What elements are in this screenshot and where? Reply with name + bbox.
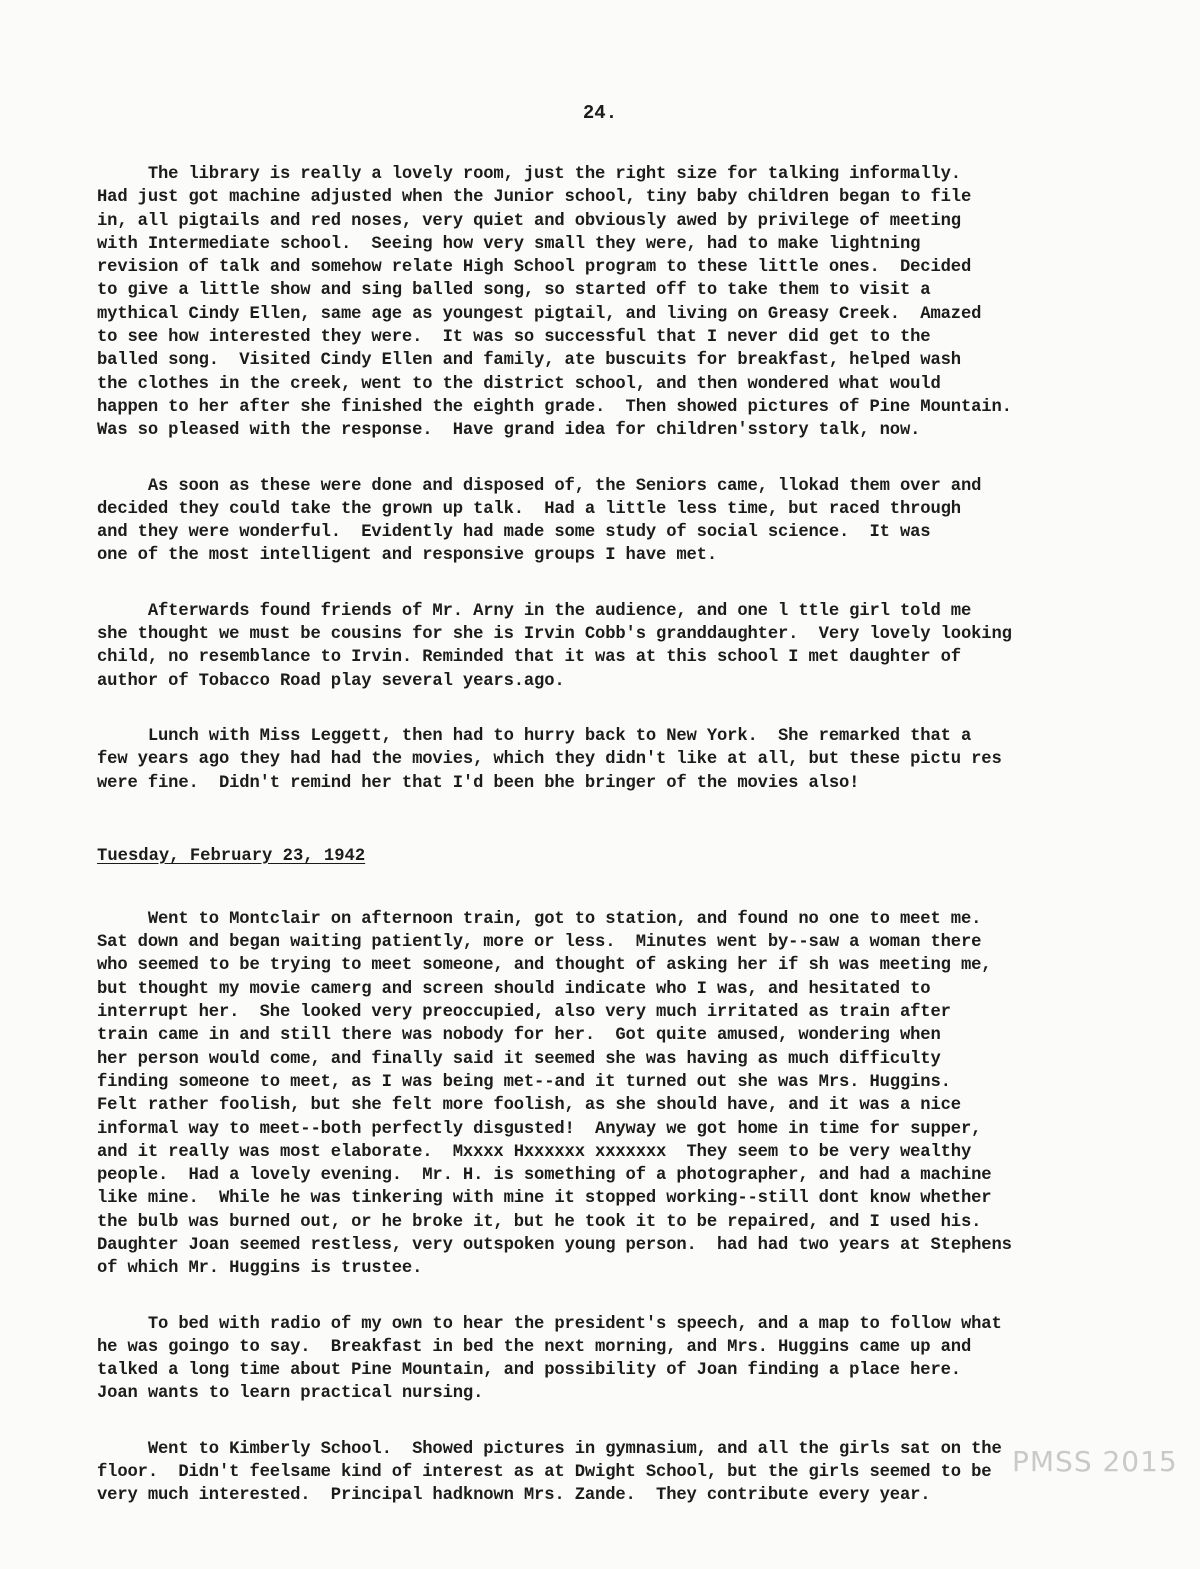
text-line: As soon as these were done and disposed of, the Seniors came, llokad them over and [97, 476, 982, 496]
text-line: informal way to meet--both perfectly disgusted! Anyway we got home in time for supper, [97, 1119, 982, 1139]
text-line: The library is really a lovely room, just the right size for talking informally. [97, 165, 961, 184]
text-line: with Intermediate school. Seeing how very small they were, had to make lightning [97, 234, 921, 254]
text-line: Sat down and began waiting patiently, more or less. Minutes went by--saw a woman there [97, 933, 982, 953]
text-line: the bulb was burned out, or he broke it, but he took it to be repaired, and I used his. [97, 1212, 982, 1232]
typed-diary-text [97, 163, 1167, 1508]
text-line: talked a long time about Pine Mountain, and possibility of Joan finding a place here. [97, 1361, 961, 1381]
text-line: of which Mr. Huggins is trustee. [97, 1259, 423, 1279]
paragraph-afterwards [97, 600, 1167, 693]
text-line: were fine. Didn't remind her that I'd been bhe bringer of the movies also! [97, 773, 860, 793]
text-line: like mine. While he was tinkering with mine it stopped working--still dont know whether [97, 1189, 992, 1209]
text-line: Had just got machine adjusted when the Junior school, tiny baby children began to file [97, 188, 972, 208]
text-line: interrupt her. She looked very preoccupied, also very much irritated as train after [97, 1003, 951, 1023]
text-line: in, all pigtails and red noses, very quiet and obviously awed by privilege of meeting [97, 211, 961, 231]
text-line: Joan wants to learn practical nursing. [97, 1384, 484, 1404]
text-line: train came in and still there was nobody for her. Got quite amused, wondering when [97, 1026, 941, 1046]
page-number: 24. [582, 102, 618, 124]
text-line: but thought my movie camerg and screen should indicate who I was, and hesitated to [97, 979, 931, 999]
text-line: and they were wonderful. Evidently had made some study of social science. It was [97, 523, 931, 543]
paragraph-lunch [97, 725, 1167, 795]
text-line: her person would come, and finally said it seemed she was having as much difficulty [97, 1049, 941, 1069]
text-line: child, no resemblance to Irvin. Reminded that it was at this school I met daughter of [97, 648, 961, 668]
text-line: one of the most intelligent and responsive groups I have met. [97, 546, 718, 566]
text-line: few years ago they had had the movies, which they didn't like at all, but these pictu res [97, 750, 1002, 770]
text-line: Went to Kimberly School. Showed pictures in gymnasium, and all the girls sat on the [97, 1439, 1002, 1459]
text-line: finding someone to meet, as I was being met--and it turned out she was Mrs. Huggins. [97, 1072, 951, 1092]
text-line: Felt rather foolish, but she felt more foolish, as she should have, and it was a nice [97, 1096, 961, 1116]
text-line: revision of talk and somehow relate High School program to these little ones. Decided [97, 258, 972, 278]
text-line: Daughter Joan seemed restless, very outspoken young person. had had two years at Stephens [97, 1235, 1012, 1255]
text-line: and it really was most elaborate. Mxxxx Hxxxxxx xxxxxxx They seem to be very wealthy [97, 1142, 972, 1162]
text-line: floor. Didn't feelsame kind of interest as at Dwight School, but the girls seemed to be [97, 1463, 992, 1483]
text-line: mythical Cindy Ellen, same age as youngest pigtail, and living on Greasy Creek. Amazed [97, 304, 982, 324]
text-line: he was goingo to say. Breakfast in bed the next morning, and Mrs. Huggins came up and [97, 1337, 972, 1357]
text-line: the clothes in the creek, went to the district school, and then wondered what would [97, 374, 941, 394]
text-line: to see how interested they were. It was so successful that I never did get to the [97, 328, 931, 348]
text-line: people. Had a lovely evening. Mr. H. is something of a photographer, and had a machine [97, 1166, 992, 1186]
text-line: decided they could take the grown up talk. Had a little less time, but raced through [97, 499, 961, 519]
paragraph-radio [97, 1313, 1167, 1406]
paragraph-montclair [97, 908, 1167, 1281]
text-line: Was so pleased with the response. Have grand idea for children'sstory talk, now. [97, 421, 921, 441]
text-line: Went to Montclair on afternoon train, got to station, and found no one to meet me. [97, 909, 982, 929]
text-line: very much interested. Principal hadknown Mrs. Zande. They contribute every year. [97, 1486, 931, 1506]
text-line: To bed with radio of my own to hear the president's speech, and a map to follow what [97, 1314, 1002, 1334]
text-line: she thought we must be cousins for she is Irvin Cobb's granddaughter. Very lovely looking [97, 625, 1012, 645]
text-line: balled song. Visited Cindy Ellen and family, ate buscuits for breakfast, helped wash [97, 351, 961, 371]
text-line: to give a little show and sing balled song, so started off to take them to visit a [97, 281, 931, 301]
text-line: author of Tobacco Road play several years.ago. [97, 671, 565, 691]
text-line: who seemed to be trying to meet someone, and thought of asking her if sh was meeting me, [97, 956, 992, 976]
archive-watermark: PMSS 2015 [1012, 1445, 1178, 1478]
paragraph-seniors [97, 475, 1167, 568]
paragraph-kimberly [97, 1438, 1167, 1508]
paragraph-library [97, 163, 1167, 443]
date-heading: Tuesday, February 23, 1942 [97, 846, 366, 866]
text-line: Lunch with Miss Leggett, then had to hurry back to New York. She remarked that a [97, 726, 972, 746]
text-line: Afterwards found friends of Mr. Arny in the audience, and one l ttle girl told me [97, 601, 972, 621]
text-line: happen to her after she finished the eighth grade. Then showed pictures of Pine Mountain. [97, 397, 1012, 417]
